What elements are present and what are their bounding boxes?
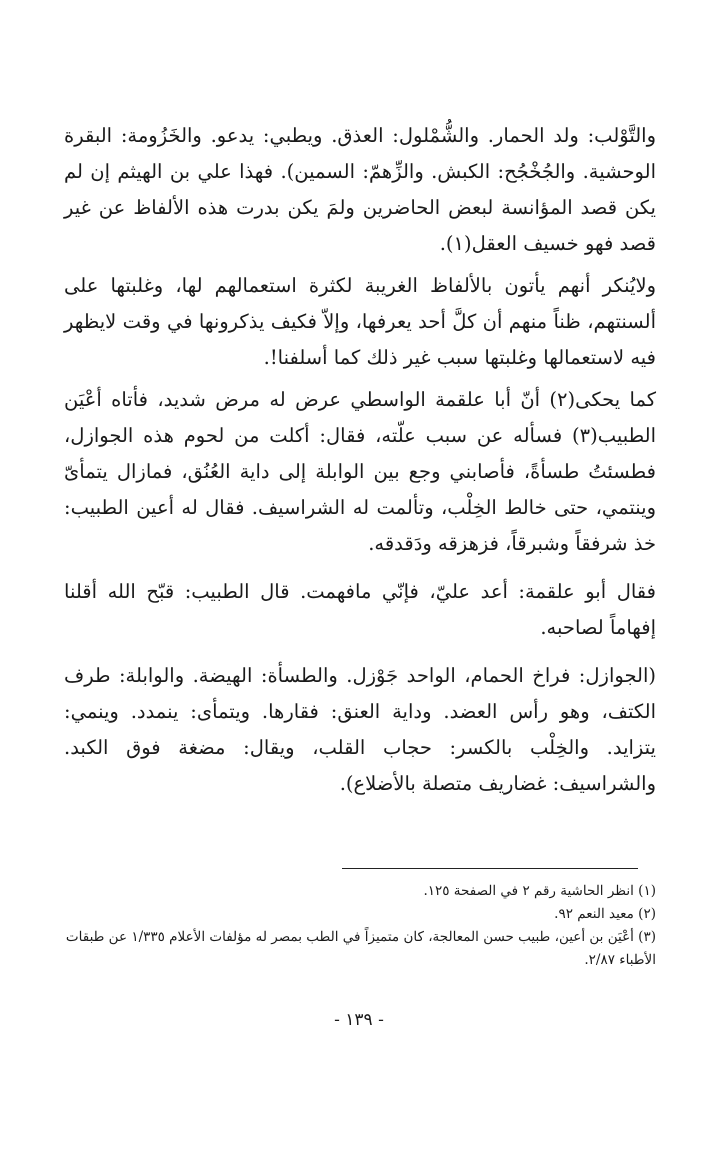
- paragraph-physician-reply: فقال أبو علقمة: أعد عليّ، فإنّي مافهمت. قال الطبيب: قبّح الله أقلنا إفهاماً لصاحبه.: [64, 580, 656, 639]
- paragraph-definitions-continued: والتَّوْلب: ولد الحمار. والشُّمْلول: العذق. ويطبي: يدعو. والخَزُومة: البقرة الوحشية. والجُخْجُح: الكبش. والزِّهمّ: السمين). فهذا علي بن الهيثم إن لم يكن قصد المؤانسة لبعض الحاضرين ولمَ يكن بدرت هذه الألفاظ عن غير قصد فهو خسيف العقل(١).: [64, 124, 656, 255]
- paragraph-abu-alqama-story: كما يحكى(٢) أنّ أبا علقمة الواسطي عرض له مرض شديد، فأتاه أعْيَن الطبيب(٣) فسأله عن سبب علّته، فقال: أكلت من لحوم هذه الجوازل، فطسئتُ طسأةً، فأصابني وجع بين الوابلة إلى داية العُنُق، فمازال يتمأىّ وينتمي، حتى خالط الخِلْب، وتألمت له الشراسيف. فقال له أعين الطبيب: خذ شرفقاً وشبرقاً، فزهزقه ودَقدقه.: [64, 388, 657, 555]
- main-text: [64, 118, 656, 808]
- footnote-2: (٢) معيد النعم ٩٢.: [554, 906, 656, 922]
- paragraph-glossary: (الجوازل: فراخ الحمام، الواحد جَوْزل. والطسأة: الهيضة. والوابلة: طرف الكتف، وهو رأس العضد. وداية العنق: فقارها. ويتمأى: ينمدد. وينمي: يتزايد. والخِلْب بالكسر: حجاب القلب، ويقال: مضغة فوق الكبد. والشراسيف: غضاريف متصلة بالأضلاع).: [64, 664, 656, 795]
- footnote-3: (٣) أعْيَن بن أعين، طبيب حسن المعالجة، كان متميزاً في الطب بمصر له مؤلفات الأعلام ١/٣٣٥ عن طبقات الأطباء ٢/٨٧.: [65, 929, 656, 968]
- footnotes: [64, 880, 656, 972]
- paragraph-strange-words: ولايُنكر أنهم يأتون بالألفاظ الغريبة لكثرة استعمالهم لها، وغلبتها على ألسنتهم، ظناً منهم أن كلَّ أحد يعرفها، وإلاّ فكيف يذكرونها في وقت لايظهر فيه لاستعمالها وغلبتها سبب غير ذلك كما أسلفنا!.: [64, 274, 656, 369]
- page-number: - ١٣٩ -: [334, 1010, 384, 1030]
- footnote-1: (١) انظر الحاشية رقم ٢ في الصفحة ١٢٥.: [423, 883, 656, 899]
- footnote-divider: [342, 868, 638, 869]
